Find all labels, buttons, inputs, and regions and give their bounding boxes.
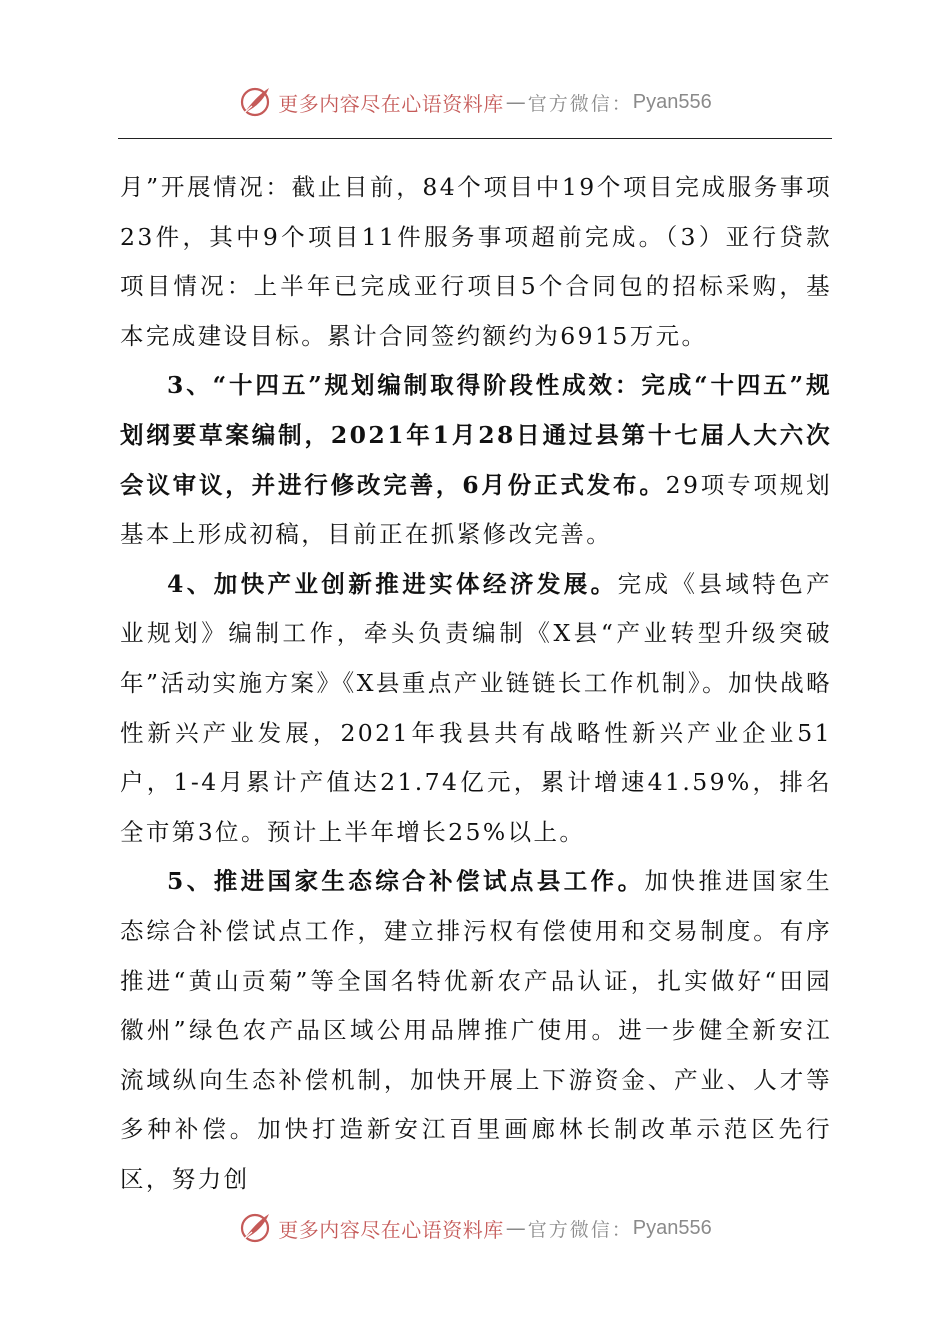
header-banner bbox=[0, 82, 950, 122]
banner-dash: — bbox=[505, 90, 526, 114]
banner-main-text: 更多内容尽在心语资料库 bbox=[278, 1217, 504, 1242]
paragraph-2-heading: 3、“十四五”规划编制取得阶段性成效：完成“十四五”规划纲要草案编制，2021年1月28日通过县第十七届人大六次会议审议，并进行修改完善，6月份正式发布。 bbox=[120, 371, 832, 499]
paragraph-4-text: 加快推进国家生态综合补偿试点工作，建立排污权有偿使用和交易制度。有序推进“黄山贡菊”等全国名特优新农产品认证，扎实做好“田园徽州”绿色农产品区域公用品牌推广使用。进一步健全新安江流域纵向生态补偿机制，加快开展上下游资金、产业、人才等多种补偿。加快打造新安江百里画廊林长制改革示范区先行区，努力创 bbox=[120, 867, 832, 1193]
banner-main-text: 更多内容尽在心语资料库 bbox=[278, 91, 504, 116]
banner-wechat-id: Pyan556 bbox=[632, 1216, 712, 1239]
banner-label: 官方微信： bbox=[527, 1218, 633, 1241]
header-divider bbox=[118, 138, 832, 139]
paragraph-1 bbox=[120, 163, 832, 361]
paragraph-1-text: 月”开展情况：截止目前，84个项目中19个项目完成服务事项23件，其中9个项目11件服务事项超前完成。（3）亚行贷款项目情况：上半年已完成亚行项目5个合同包的招标采购，基本完成建设目标。累计合同签约额约为6915万元。 bbox=[120, 173, 832, 350]
footer-banner bbox=[0, 1208, 950, 1248]
paragraph-2-text: 29项专项规划基本上形成初稿，目前正在抓紧修改完善。 bbox=[120, 470, 832, 549]
quill-logo-icon bbox=[238, 1211, 272, 1245]
paragraph-4-heading: 5、推进国家生态综合补偿试点县工作。 bbox=[167, 867, 645, 896]
banner-wechat-id: Pyan556 bbox=[632, 90, 712, 113]
paragraph-3 bbox=[120, 560, 832, 858]
paragraph-4 bbox=[120, 857, 832, 1204]
paragraph-3-heading: 4、加快产业创新推进实体经济发展。 bbox=[167, 569, 618, 598]
paragraph-3-text: 完成《县域特色产业规划》编制工作，牵头负责编制《X县“产业转型升级突破年”活动实施方案》《X县重点产业链链长工作机制》。加快战略性新兴产业发展，2021年我县共有战略性新兴产业企业51户，1-4月累计产值达21.74亿元，累计增速41.59%，排名全市第3位。预计上半年增长25%以上。 bbox=[120, 569, 832, 846]
banner-label: 官方微信： bbox=[527, 92, 633, 115]
quill-logo-icon bbox=[238, 85, 272, 119]
banner-dash: — bbox=[505, 1216, 526, 1240]
paragraph-2 bbox=[120, 361, 832, 559]
document-body bbox=[120, 163, 832, 1204]
